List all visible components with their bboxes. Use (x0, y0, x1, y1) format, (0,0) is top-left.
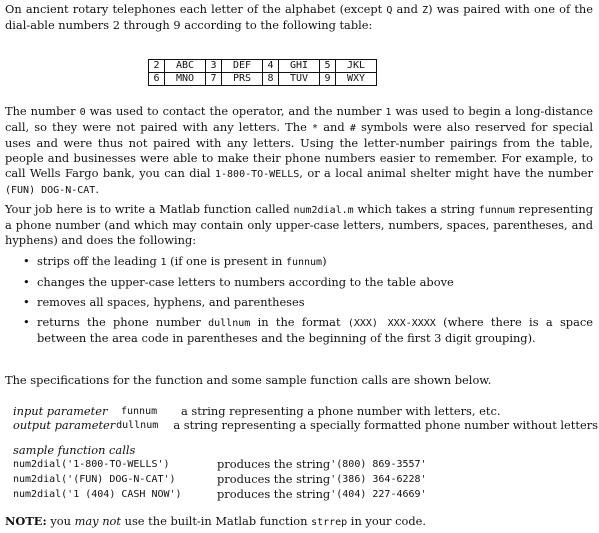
call-row (13, 457, 598, 472)
spec-kind: output parameter (13, 418, 116, 432)
code-function-file: num2dial.m (293, 205, 354, 216)
intro-text: On ancient rotary telephones each letter of the alphabet (except (5, 2, 387, 16)
body-text: symbols were also reserved for special uses and were thus not paired with any letters. Using the letter-number pairings from the table, people and businesses were able to make their phone numbers easier to remember. For example, to call Wells Fargo bank, you can dial (5, 120, 594, 180)
body-text: was used to begin a long-distance call, so they were not paired with any letters. The (5, 104, 593, 134)
spec-name: dullnum (116, 420, 159, 431)
dial-digit: 8 (263, 73, 279, 86)
body-text: removes all spaces, hyphens, and parentheses (37, 295, 305, 309)
task-paragraph (5, 202, 593, 248)
body-text: was used to contact the operator, and the number (85, 104, 386, 118)
dial-digit: 3 (206, 60, 222, 73)
document-page (5, 2, 598, 528)
dial-letters: WXY (336, 73, 377, 86)
body-text: Your job here is to write a Matlab function called (5, 202, 294, 216)
body-text: . (95, 182, 99, 196)
call-code: num2dial('1 (404) CASH NOW') (13, 489, 182, 500)
code-one: 1 (385, 107, 392, 118)
specs-intro: The specifications for the function and some sample function calls are shown below. (5, 373, 492, 387)
body-text: changes the upper-case letters to numbers according to the table above (37, 275, 454, 289)
sample-calls (13, 443, 598, 502)
code-arg: funnum (285, 257, 323, 268)
dial-digit: 7 (206, 73, 222, 86)
dial-letters: GHI (279, 60, 320, 73)
list-item (23, 254, 593, 270)
call-mid: produces the string (217, 457, 331, 471)
body-text: , or a local animal shelter might have the number (299, 166, 593, 180)
intro-text: and (392, 2, 423, 16)
body-text: (if one is present in (166, 254, 286, 268)
spec-table (13, 404, 598, 432)
requirements-list (23, 254, 593, 351)
call-row (13, 472, 598, 487)
code-one: 1 (160, 257, 167, 268)
intro-paragraph (5, 2, 593, 32)
code-wells-number: 1-800-TO-WELLS (215, 169, 300, 180)
dial-letters: MNO (165, 73, 206, 86)
code-star: * (312, 123, 319, 134)
body-text: (where there is a space between the area code in parentheses and the beginning of the first 3 digit grouping). (37, 315, 593, 345)
code-format: (XXX) XXX-XXXX (347, 318, 436, 329)
code-fun-number: (FUN) DOG-N-CAT (5, 185, 96, 196)
dial-table-wrapper (148, 59, 377, 86)
dial-digit: 4 (263, 60, 279, 73)
intro-text: ) was paired with one of the dial-able numbers 2 through 9 according to the following table: (5, 2, 593, 32)
body-text: which takes a string (353, 202, 479, 216)
note-label: NOTE: (5, 514, 47, 528)
dial-digit: 5 (320, 60, 336, 73)
spec-row (13, 404, 598, 418)
dial-digit: 2 (149, 60, 165, 73)
code-arg: funnum (478, 205, 515, 216)
spec-desc: a string representing a phone number with letters, etc. (181, 404, 501, 418)
note-paragraph (5, 514, 593, 530)
spec-row (13, 418, 598, 432)
code-var: dullnum (208, 318, 251, 329)
list-item (23, 275, 593, 290)
code-strrep: strrep (311, 517, 348, 528)
dial-letters: DEF (222, 60, 263, 73)
spec-name: funnum (121, 406, 158, 417)
bullet-icon: • (23, 254, 30, 268)
bullet-icon: • (23, 315, 30, 329)
call-result: '(386) 364-6228' (330, 474, 427, 485)
spec-kind: input parameter (13, 404, 108, 418)
body-text: in the format (250, 315, 348, 329)
dial-letters: JKL (336, 60, 377, 73)
sample-calls-heading: sample function calls (13, 443, 136, 457)
dial-table-row (149, 73, 377, 86)
call-mid: produces the string (217, 472, 331, 486)
call-result: '(800) 869-3557' (330, 459, 427, 470)
body-text: in your code. (347, 514, 426, 528)
letter-q: Q (386, 5, 393, 16)
body-text: and (318, 120, 350, 134)
body-text: The number (5, 104, 80, 118)
bullet-icon: • (23, 275, 30, 289)
dial-letters: TUV (279, 73, 320, 86)
body-text: ) (322, 254, 327, 268)
call-code: num2dial('(FUN) DOG-N-CAT') (13, 474, 176, 485)
dial-digit: 6 (149, 73, 165, 86)
code-hash: # (349, 123, 356, 134)
dial-letters: PRS (222, 73, 263, 86)
call-row (13, 487, 598, 502)
history-paragraph (5, 104, 593, 198)
bullet-icon: • (23, 295, 30, 309)
code-zero: 0 (79, 107, 86, 118)
body-text: representing a phone number (and which may contain only upper-case letters, numbers, spaces, parentheses, and hyphens) and does the following: (5, 202, 593, 247)
dial-table-row (149, 60, 377, 73)
body-text: returns the phone number (37, 315, 209, 329)
letter-z: Z (422, 5, 429, 16)
call-mid: produces the string (217, 487, 331, 501)
body-text: strips off the leading (37, 254, 161, 268)
list-item (23, 315, 593, 346)
dial-digit: 9 (320, 73, 336, 86)
spec-desc: a string representing a specially formatted phone number without letters (173, 418, 598, 432)
list-item (23, 295, 593, 310)
body-text: use the built-in Matlab function (121, 514, 312, 528)
emphasis-may-not: may not (74, 514, 121, 528)
body-text: you (46, 514, 75, 528)
call-result: '(404) 227-4669' (330, 489, 427, 500)
call-code: num2dial('1-800-TO-WELLS') (13, 459, 170, 470)
dial-table (148, 59, 377, 86)
dial-letters: ABC (165, 60, 206, 73)
